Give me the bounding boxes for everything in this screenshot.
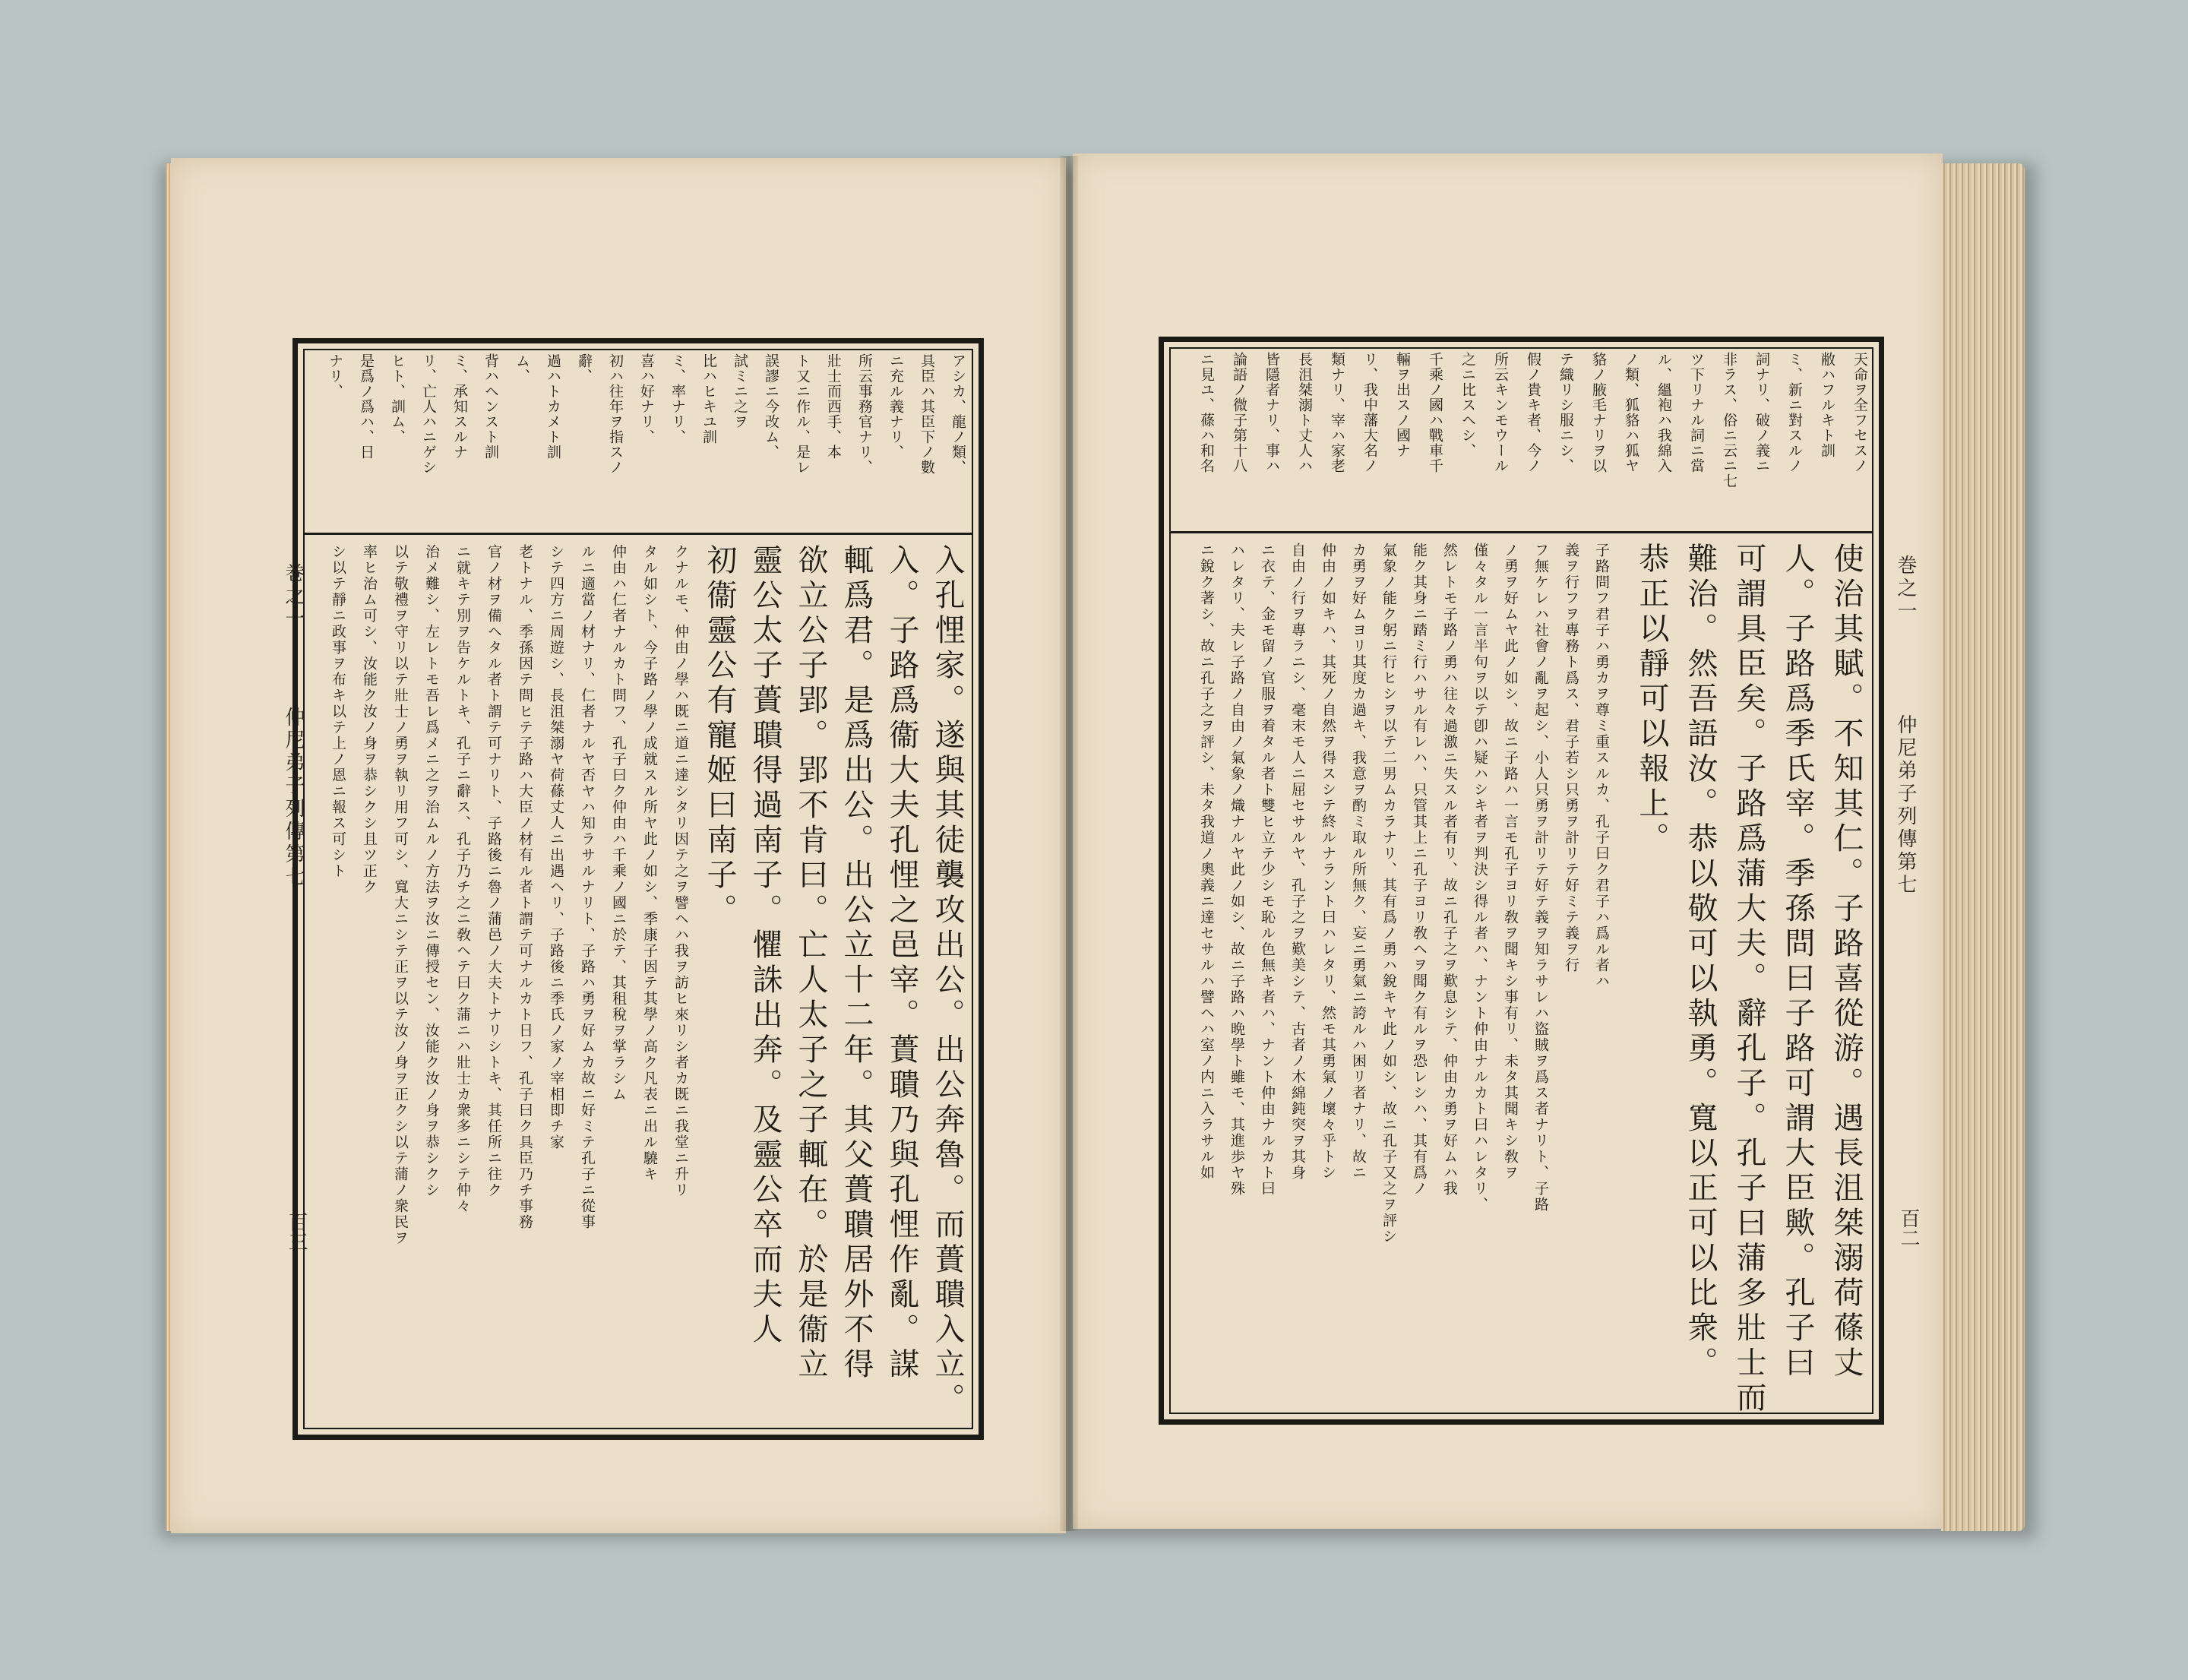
note-column: 非ラス、俗ニ云ニ七 (1721, 352, 1737, 489)
commentary-column: カ勇ヲ好ムヨリ其度カ過キ、我意ヲ酌ミ取ル所無ク、妄ニ勇氣ニ誇ルハ困リ者ナリ、故ニ (1350, 543, 1367, 1181)
commentary-column: ルニ適當ノ材ナリ、仁者ナルヤ否ヤハ知ラサルナリト、子路ハ勇ヲ好ムカ故ニ好ミテ孔子ニ從事 (579, 544, 596, 1230)
commentary-column: 仲由ハ仁者ナルカト問フ、孔子曰ク仲由ハ千乘ノ國ニ於テ、其租稅ヲ掌ラシム (610, 544, 627, 1103)
left-inner-frame (303, 349, 973, 1429)
note-column: リ、亡人ハニゲシ (420, 353, 437, 475)
note-column: 背ハヘンスト訓 (482, 353, 499, 460)
commentary-column: ノ勇ヲ好ムヤ此ノ如シ、故ニ子路ハ一言モ孔子ヨリ敎ヲ聞キシ事有リ、未タ其聞キシ敎ヲ (1502, 543, 1519, 1181)
left-page-number: 百三 (285, 1212, 308, 1251)
note-column: リ、我中藩大名ノ (1361, 352, 1378, 473)
note-column: 過ハトカメト訓 (545, 353, 561, 460)
commentary-column: 能ク其身ニ踏ミ行ハサル有レハ、只管其上ニ孔子ヨリ敎ヘヲ聞ク有ルヲ恐レシハ、其有爲ノ (1411, 543, 1428, 1197)
main-text-column: 入孔悝家。遂與其徒襲攻出公。出公奔魯。而蕢聵入立。 (930, 544, 965, 1418)
commentary-column: フ無ケレハ社會ノ亂ヲ起シ、小人只勇ヲ計リテ好テ義ヲ知ラサレハ盜賊ヲ爲ス者ナリト、子路 (1532, 543, 1549, 1213)
right-page-edges (1941, 163, 2025, 1531)
commentary-column: タル如シト、今子路ノ學ノ成就スル所ヤ此ノ如シ、季康子因テ其學ノ高ク凡表ニ出ル驍キ (641, 544, 658, 1182)
commentary-column: 治メ難シ、左レトモ吾レ爲メニ之ヲ治ムルノ方法ヲ汝ニ傳授セン、汝能ク汝ノ身ヲ恭シクシ (423, 544, 440, 1198)
commentary-column: 氣象ノ能ク躬ニ行ヒシヲ以テ二男ムカラナリ、其有爲ノ勇ハ銳キヤ此ノ如シ、故ニ孔子又之ヲ評シ (1380, 543, 1397, 1245)
commentary-column: ニ衣テ、金モ留ノ官服ヲ着タル者ト雙ヒ立テ少シモ恥ル色無キ者ハ、ナント仲由ナルカト曰 (1259, 543, 1276, 1197)
main-text-column: 輒爲君。是爲出公。出公立十二年。其父蕢聵居外不得 (839, 544, 874, 1383)
left-text-frame (292, 338, 984, 1440)
main-text-column: 人。子路爲季氏宰。季孫問曰子路可謂大臣歟。孔子曰 (1780, 543, 1815, 1381)
note-column: 是爲ノ爲ハ、日 (358, 353, 375, 460)
note-column: ノ類、狐貉ハ狐ヤ (1623, 352, 1639, 473)
commentary-column: 僅々タル一言半句ヲ以テ卽ハ疑ハシキ者ヲ判決シ得ル者ハ、ナント仲由ナルカト曰ハレタリ、 (1472, 543, 1488, 1213)
main-text-column: 靈公太子蕢聵得過南子。懼誅出奔。及靈公卒而夫人 (748, 544, 783, 1348)
note-column: 千乘ノ國ハ戰車千 (1427, 352, 1443, 473)
note-column: 詞ナリ、破ノ義ニ (1753, 352, 1770, 473)
main-text-column: 難治。然吾語汝。恭以敬可以執勇。寬以正可以比衆。 (1683, 543, 1718, 1381)
note-column: 類ナリ、宰ハ家老 (1329, 352, 1345, 473)
note-column: ナリ、 (327, 353, 343, 399)
note-column: 貉ノ腋毛ナリヲ以 (1590, 352, 1607, 473)
note-column: 長沮桀溺ト丈人ハ (1296, 352, 1313, 473)
right-text-frame (1159, 337, 1884, 1425)
note-column: 論語ノ微子第十八 (1231, 352, 1247, 473)
commentary-column: 官ノ材ヲ備ヘタル者ト謂テ可ナリト、子路後ニ魯ノ蒲邑ノ大夫トナリシトキ、其任所ニ往ク (485, 544, 502, 1198)
note-column: ミ、率ナリ、 (669, 353, 686, 445)
commentary-column: 老トナル、季孫因テ問ヒテ子路ハ大臣ノ材有ル者ト謂テ可ナルカト日フ、孔子曰ク具臣乃チ事務 (517, 544, 533, 1230)
note-column: ツ下リナル詞ニ當 (1688, 352, 1705, 473)
commentary-column: 義ヲ行フヲ專務ト爲ス、君子若シ只勇ヲ計リテ好ミテ義ヲ行 (1563, 543, 1579, 973)
commentary-column: シテ四方ニ周遊シ、長沮桀溺ヤ荷蓧丈人ニ出遇ヘリ、子路後ニ季氏ノ家ノ宰相即チ家 (548, 544, 564, 1150)
note-column: ム、 (514, 353, 530, 384)
note-column: 天命ヲ全フセスノ (1851, 352, 1868, 473)
note-column: 比ハヒキユ訓 (700, 353, 717, 445)
commentary-column: 以テ敬禮ヲ守リ以テ壯士ノ勇ヲ執リ用フ可シ、寬大ニシテ正ヲ以テ汝ノ身ヲ正クシ以テ蒲ノ衆民ヲ (392, 544, 409, 1246)
right-page-number: 百二 (1897, 1208, 1920, 1248)
commentary-column: 然レトモ子路ノ勇ハ往々過激ニ失スル者有リ、故ニ孔子之ヲ歎息シテ、仲由カ勇ヲ好ムハ我 (1441, 543, 1458, 1197)
note-column: 具臣ハ其臣下ノ數 (919, 353, 935, 475)
note-column: ミ、新ニ對スルノ (1786, 352, 1803, 473)
main-text-column: 初衞靈公有寵姬曰南子。 (702, 544, 737, 929)
note-column: 皆隱者ナリ、事ハ (1263, 352, 1280, 473)
note-column: 試ミニ之ヲ (732, 353, 748, 429)
note-column: ヒト、訓ム、 (389, 353, 406, 445)
right-header-volume: 巻之一 (1894, 555, 1917, 623)
note-column: 輛ヲ出スノ國ナ (1394, 352, 1411, 458)
note-column: 所云事務官ナリ、 (856, 353, 873, 475)
note-column: ニ充ル義ナリ、 (887, 353, 904, 460)
commentary-column: 自由ノ行ヲ專ラニシ、毫末モ人ニ屈セサルヤ、孔子之ヲ歎美シテ、古者ノ木綿鈍突ヲ其身 (1289, 543, 1306, 1181)
commentary-column: ニ就キテ別ヲ告ケルトキ、孔子ニ辭ス、孔子乃チ之ニ敎ヘテ曰ク蒲ニハ壯士カ衆多ニシテ仲々 (454, 544, 471, 1214)
left-header-title: 仲尼弟子列傳第七 (282, 707, 305, 889)
note-column: 之ニ比スヘシ、 (1459, 352, 1476, 458)
commentary-column: ニ銳ク著シ、故ニ孔子之ヲ評シ、未タ我道ノ奧義ニ達セサルハ譬ヘハ室ノ内ニ入ラサル如 (1198, 543, 1215, 1181)
note-column: 辭、 (576, 353, 593, 384)
main-text-column: 使治其賦。不知其仁。子路喜從游。遇長沮桀溺荷蓧丈 (1829, 543, 1864, 1381)
commentary-column: 仲由ノ如キハ、其死ノ自然ヲ得スシテ終ルナラント曰ハレタリ、然モ其勇氣ノ壞々乎トシ (1320, 543, 1336, 1181)
note-column: ル、縕袍ハ我綿入 (1655, 352, 1672, 473)
note-column: 初ハ往年ヲ指スノ (607, 353, 624, 475)
main-text-column: 入。子路爲衞大夫孔悝之邑宰。蕢聵乃與孔悝作亂。謀 (884, 544, 919, 1383)
note-column: ニ見ユ、蓧ハ和名 (1198, 352, 1215, 473)
commentary-column: クナルモ、仲由ノ學ハ既ニ道ニ達シタリ因テ之ヲ譬ヘハ我ヲ訪ヒ來リシ者カ既ニ我堂ニ升リ (672, 544, 689, 1198)
commentary-column: ハレタリ、夫レ子路ノ自由ノ氣象ノ熾ナルヤ此ノ如シ、故ニ子路ハ晩學ト雖モ、其進歩ヤ殊 (1228, 543, 1245, 1197)
commentary-column: 子路問フ君子ハ勇カヲ尊ミ重スルカ、孔子曰ク君子ハ爲ル者ハ (1593, 543, 1610, 989)
right-header-title: 仲尼弟子列傳第七 (1894, 714, 1917, 897)
note-column: 假ノ貴キ者、今ノ (1525, 352, 1541, 473)
commentary-column: 率ヒ治ム可シ、汝能ク汝ノ身ヲ恭シクシ且ツ正ク (361, 544, 378, 895)
note-column: 誤謬ニ今改ム、 (763, 353, 779, 460)
main-text-column: 欲立公子郢。郢不肯曰。亡人太子之子輒在。於是衞立 (793, 544, 828, 1383)
right-inner-frame (1169, 347, 1873, 1414)
note-column: ミ、承知スルナ (451, 353, 468, 460)
note-column: 敝ハフルキト訓 (1819, 352, 1835, 458)
note-column: 喜ハ好ナリ、 (638, 353, 655, 445)
note-column: ト又ニ作ル、是レ (794, 353, 811, 475)
note-column: テ織リシ服ニシ、 (1557, 352, 1574, 473)
main-text-column: 恭正以靜可以報上。 (1634, 543, 1669, 857)
main-text-column: 可謂具臣矣。子路爲蒲大夫。辭孔子。孔子曰蒲多壯士而 (1731, 543, 1766, 1416)
note-column: アシカ、龍ノ類、 (950, 353, 966, 475)
note-column: 所云キンモウール (1492, 352, 1509, 473)
commentary-column: シ以テ靜ニ政事ヲ布キ以テ上ノ恩ニ報ス可シト (330, 544, 346, 879)
note-column: 壯士而西手、本 (825, 353, 842, 460)
book-gutter (1060, 156, 1078, 1531)
left-header-volume: 巻之一 (282, 562, 305, 631)
